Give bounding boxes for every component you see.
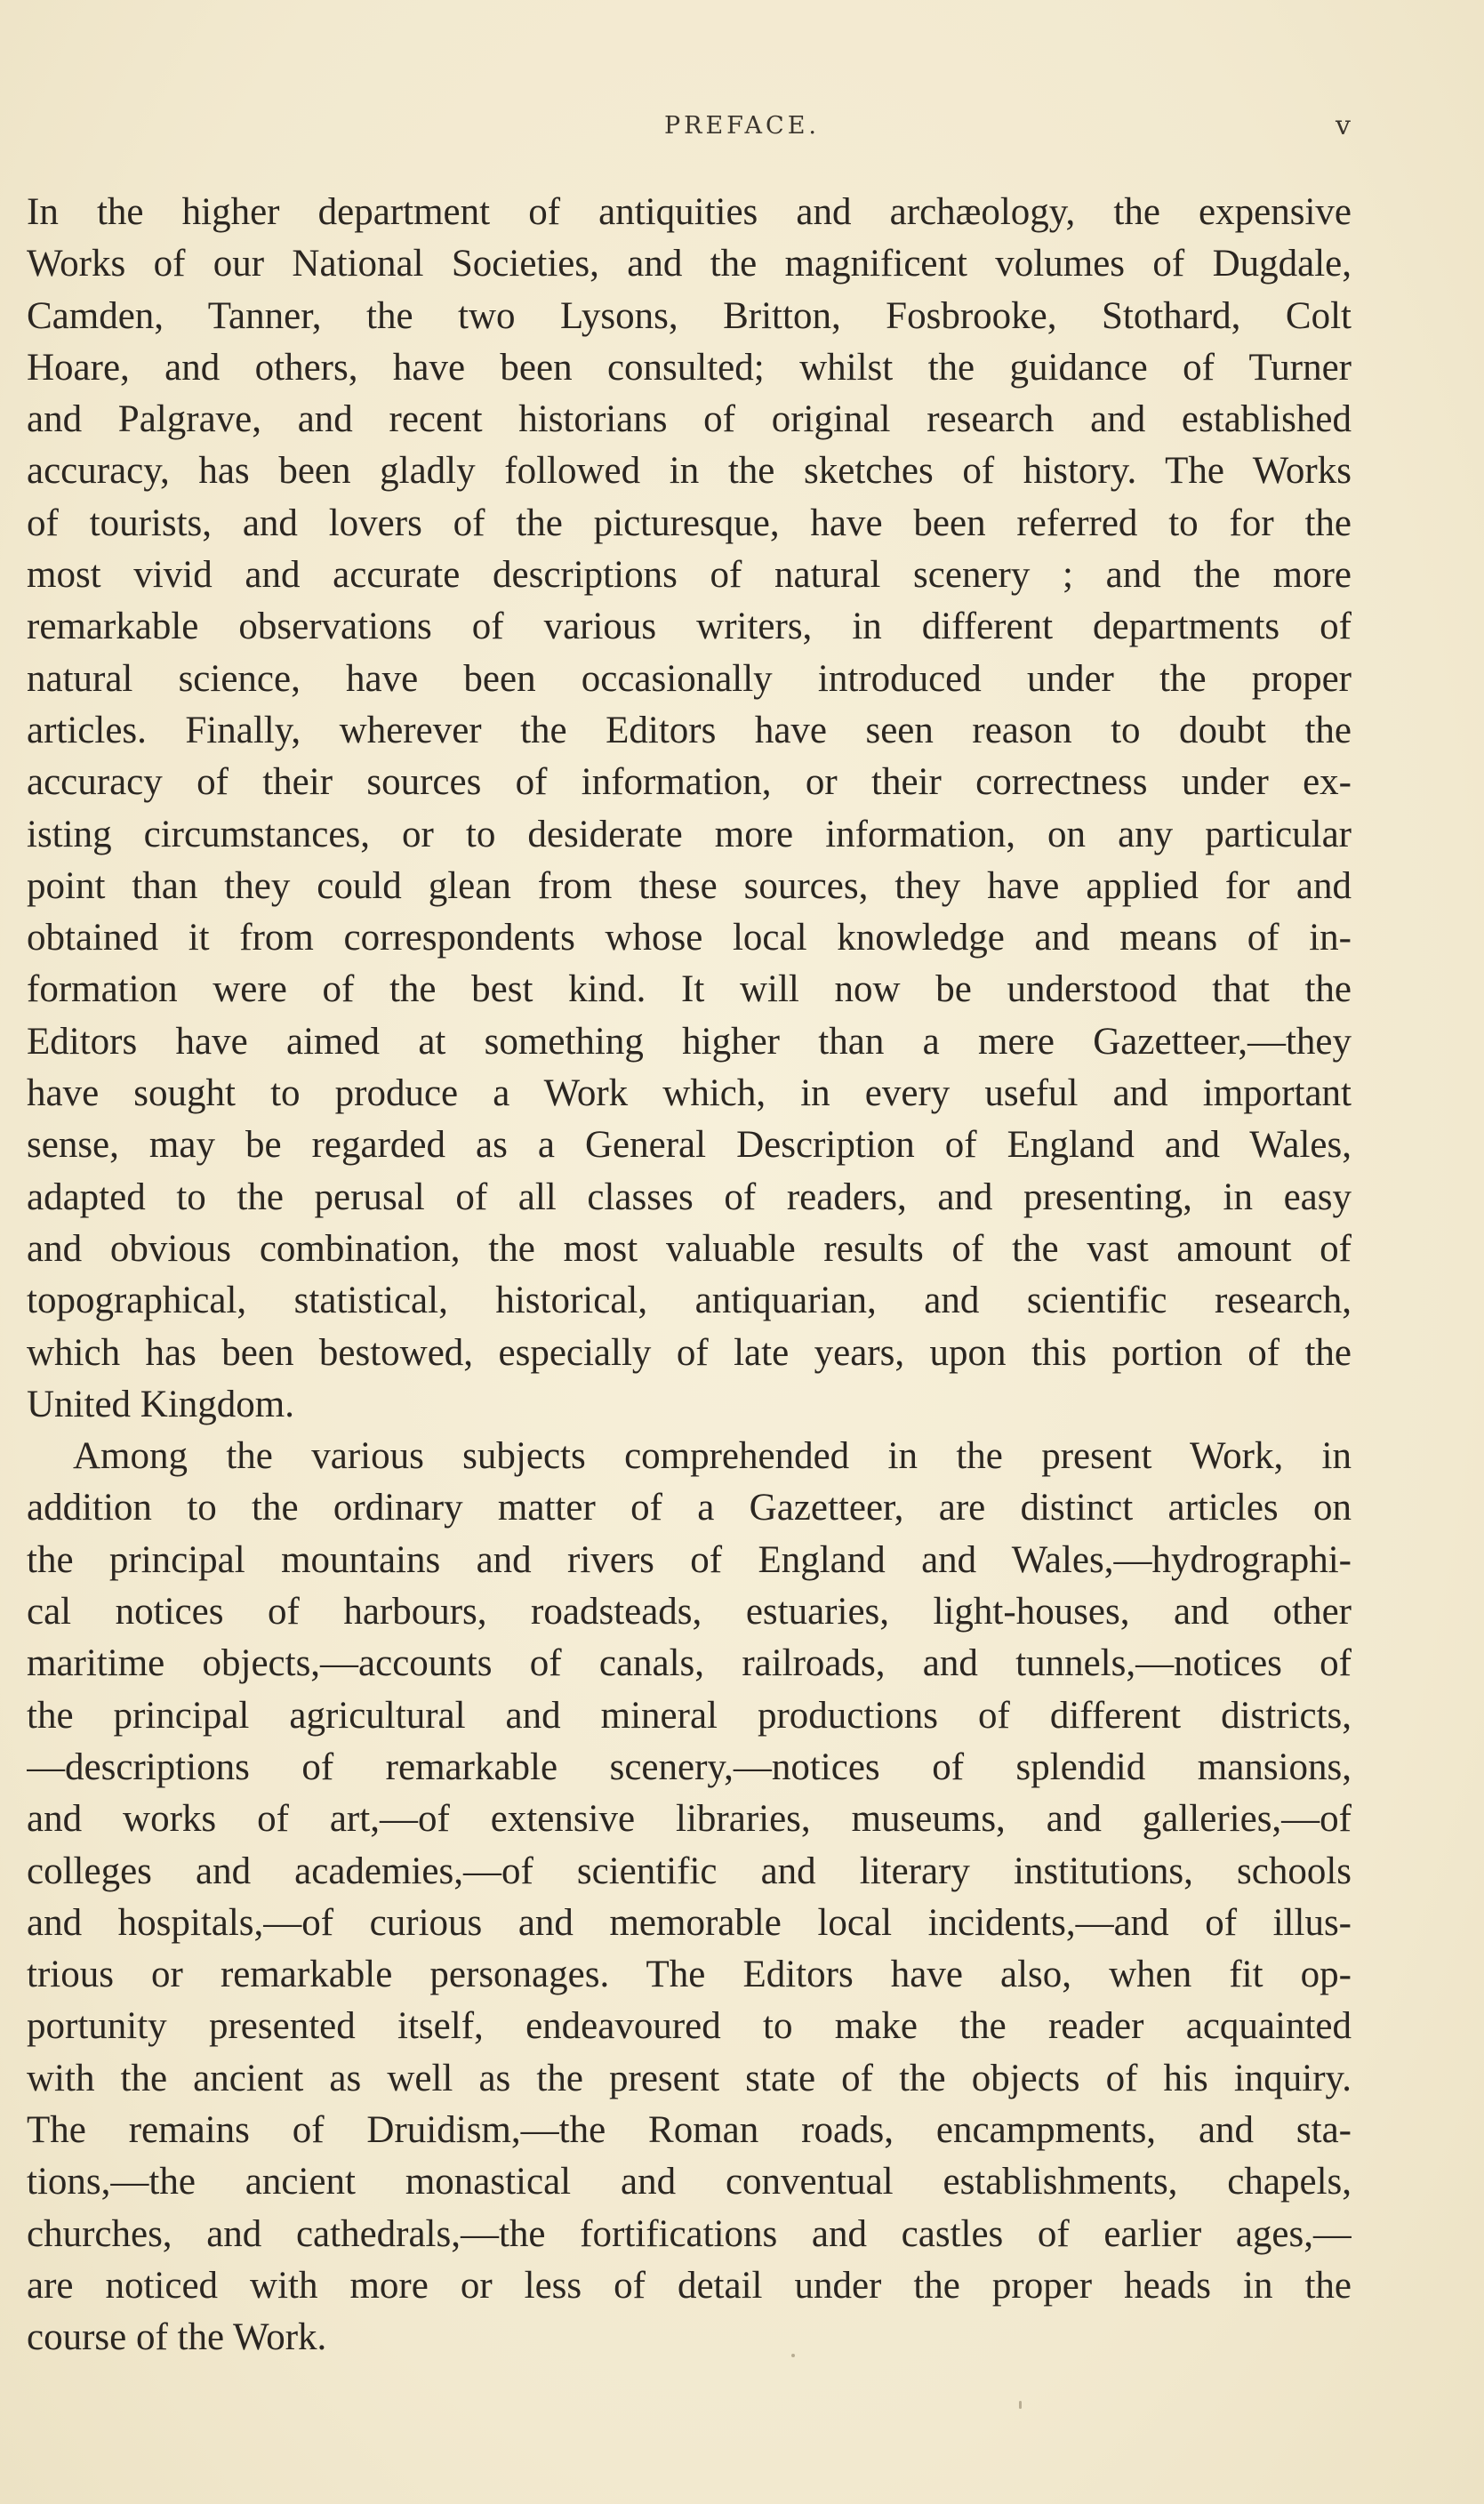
text-line: adapted to the perusal of all classes of readers, and presenting, in easy	[27, 1176, 1352, 1218]
page-number: v	[1336, 110, 1351, 141]
text-line: the principal mountains and rivers of England and Wales,—hydrographi-	[27, 1538, 1352, 1581]
text-line: United Kingdom.	[27, 1383, 294, 1425]
text-line: are noticed with more or less of detail under the proper heads in the	[27, 2264, 1352, 2307]
paper-speck	[1019, 2401, 1022, 2409]
running-head	[0, 105, 1484, 149]
text-line: portunity presented itself, endeavoured to make the reader acquainted	[27, 2005, 1352, 2048]
text-line: In the higher department of antiquities and archæology, the expensive	[27, 191, 1352, 233]
text-line: course of the Work.	[27, 2316, 327, 2359]
text-line: formation were of the best kind. It will now be understood that the	[27, 968, 1352, 1011]
text-line: and hospitals,—of curious and memorable local incidents,—and of illus-	[27, 1901, 1352, 1944]
text-line: have sought to produce a Work which, in every useful and important	[27, 1072, 1352, 1115]
text-line: cal notices of harbours, roadsteads, estuaries, light-houses, and other	[27, 1591, 1352, 1633]
text-line: addition to the ordinary matter of a Gazetteer, are distinct articles on	[27, 1487, 1352, 1529]
text-line: maritime objects,—accounts of canals, railroads, and tunnels,—notices of	[27, 1642, 1352, 1685]
text-line: and works of art,—of extensive libraries, museums, and galleries,—of	[27, 1798, 1352, 1841]
text-line: tions,—the ancient monastical and conventual establishments, chapels,	[27, 2161, 1352, 2203]
paper-speck	[791, 2354, 795, 2357]
text-line: and Palgrave, and recent historians of original research and established	[27, 398, 1352, 441]
text-line: accuracy, has been gladly followed in the sketches of history. The Works	[27, 450, 1352, 493]
text-line: with the ancient as well as the present state of the objects of his inquiry.	[27, 2057, 1352, 2099]
text-line: colleges and academies,—of scientific and literary institutions, schools	[27, 1850, 1352, 1892]
text-line: Works of our National Societies, and the magnificent volumes of Dugdale,	[27, 243, 1352, 285]
text-line: —descriptions of remarkable scenery,—notices of splendid mansions,	[27, 1746, 1352, 1788]
body-text	[27, 187, 1352, 2364]
text-line: Camden, Tanner, the two Lysons, Britton, Fosbrooke, Stothard, Colt	[27, 294, 1352, 337]
text-line: The remains of Druidism,—the Roman roads, encampments, and sta-	[27, 2108, 1352, 2151]
text-line: topographical, statistical, historical, antiquarian, and scientific research,	[27, 1280, 1352, 1322]
text-line: the principal agricultural and mineral productions of different districts,	[27, 1694, 1352, 1737]
text-line: Editors have aimed at something higher than a mere Gazetteer,—they	[27, 1020, 1352, 1063]
text-line: and obvious combination, the most valuable results of the vast amount of	[27, 1227, 1352, 1270]
text-line: isting circumstances, or to desiderate more information, on any particular	[27, 813, 1352, 855]
text-line: trious or remarkable personages. The Editors have also, when fit op-	[27, 1954, 1352, 1996]
paragraph-subjects	[27, 1431, 1352, 2364]
text-line: accuracy of their sources of information, or their correctness under ex-	[27, 761, 1352, 804]
text-line: Hoare, and others, have been consulted; whilst the guidance of Turner	[27, 346, 1352, 389]
text-line: sense, may be regarded as a General Description of England and Wales,	[27, 1124, 1352, 1167]
text-line: obtained it from correspondents whose local knowledge and means of in-	[27, 917, 1352, 959]
text-line: articles. Finally, wherever the Editors have seen reason to doubt the	[27, 709, 1352, 751]
text-line: of tourists, and lovers of the picturesque, have been referred to for the	[27, 502, 1352, 544]
running-title: PREFACE.	[663, 112, 821, 140]
text-line: churches, and cathedrals,—the fortifications and castles of earlier ages,—	[27, 2212, 1352, 2255]
text-line: natural science, have been occasionally introduced under the proper	[27, 657, 1352, 700]
text-line: most vivid and accurate descriptions of natural scenery ; and the more	[27, 554, 1352, 597]
text-line: which has been bestowed, especially of late years, upon this portion of the	[27, 1331, 1352, 1374]
text-line: Among the various subjects comprehended in the present Work, in	[73, 1435, 1352, 1478]
text-line: remarkable observations of various writers, in different departments of	[27, 606, 1352, 648]
paragraph-antiquities	[27, 187, 1352, 1431]
text-line: point than they could glean from these sources, they have applied for and	[27, 864, 1352, 907]
